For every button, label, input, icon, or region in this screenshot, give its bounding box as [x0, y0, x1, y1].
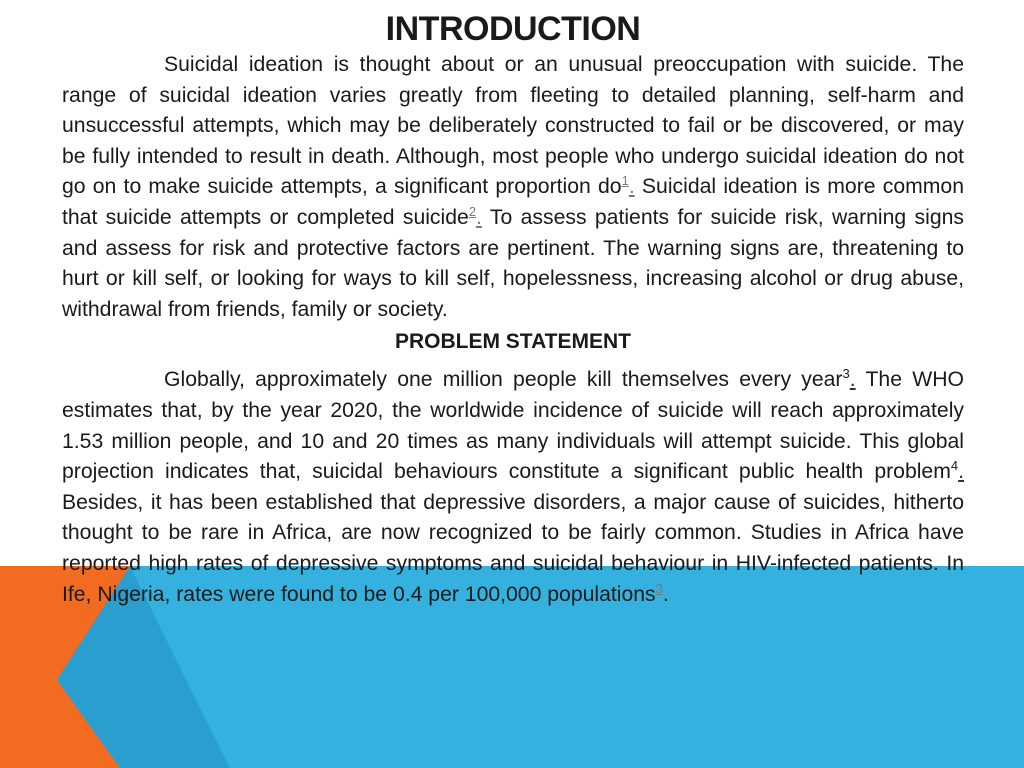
problem-text-1: Globally, approximately one million people kill themselves every year [164, 368, 843, 392]
citation-4: 4 [950, 458, 959, 474]
intro-text-2: Suicidal ideation is more common that suicide attempts or completed suicide [62, 175, 964, 229]
introduction-paragraph [62, 50, 964, 325]
intro-text-3: To assess patients for suicide risk, warning signs and assess for risk and protective factors are pertinent. The warning signs are, threatening to hurt or kill self, or looking for ways to kill self, hopelessness, increasing alcohol or drug abuse, withdrawal from friends, family or society. [62, 205, 964, 321]
slide-content [62, 0, 964, 610]
problem-text-4: . [662, 582, 669, 606]
citation-3-dot[interactable]: . [849, 368, 856, 392]
intro-text-1: Suicidal ideation is thought about or an unusual preoccupation with suicide. The range of suicidal ideation varies greatly from fleeting to detailed planning, self-harm and unsuccessful attempts, which may be deliberately constructed to fail or be discovered, or may be fully intended to result in death. Although, most people who undergo suicidal ideation do not go on to make suicide attempts, a significant proportion do [62, 53, 964, 199]
problem-statement-heading: PROBLEM STATEMENT [394, 330, 632, 354]
citation-1[interactable]: 1 [621, 173, 629, 189]
citation-2-dot[interactable]: . [476, 205, 482, 229]
citation-2[interactable]: 2 [468, 203, 477, 219]
citation-4-dot[interactable]: . [958, 460, 964, 484]
problem-text-2: The WHO estimates that, by the year 2020, the worldwide incidence of suicide will reach approximately 1.53 million people, and 10 and 20 times as many individuals will attempt suicide. This global projection indicates that, suicidal behaviours constitute a significant public health problem [62, 368, 964, 484]
citation-5[interactable]: 3 [655, 580, 663, 596]
problem-paragraph [62, 365, 964, 610]
citation-1-dot[interactable]: . [628, 175, 635, 199]
slide-title: INTRODUCTION [385, 10, 641, 48]
citation-3: 3 [842, 366, 850, 382]
problem-text-3: Besides, it has been established that depressive disorders, a major cause of suicides, hitherto thought to be rare in Africa, are now recognized to be fairly common. Studies in Africa have reported high rates of depressive symptoms and suicidal behaviour in HIV-infected patients. In Ife, Nigeria, rates were found to be 0.4 per 100,000 populations [62, 490, 964, 606]
